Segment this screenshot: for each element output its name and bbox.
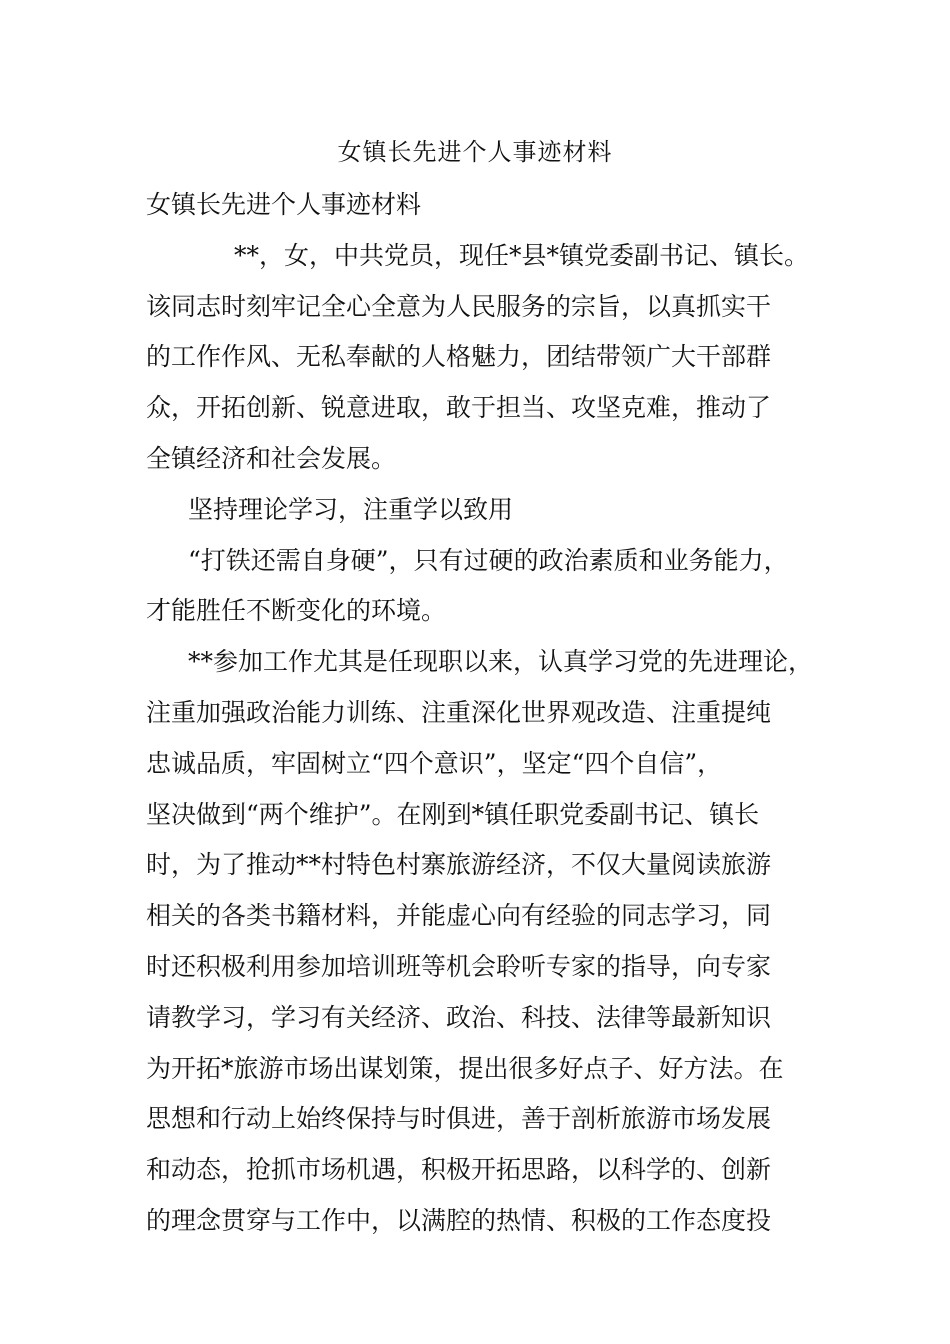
paragraph-line: 相关的各类书籍材料，并能虚心向有经验的同志学习，同 <box>146 901 772 931</box>
paragraph-line: 该同志时刻牢记全心全意为人民服务的宗旨，以真抓实干 <box>146 291 772 321</box>
paragraph-line: **参加工作尤其是任现职以来，认真学习党的先进理论， <box>188 647 814 677</box>
paragraph-line: 的理念贯穿与工作中，以满腔的热情、积极的工作态度投 <box>146 1205 772 1235</box>
paragraph-line: 坚决做到“两个维护”。在刚到*镇任职党委副书记、镇长 <box>146 799 760 829</box>
paragraph-line: 为开拓*旅游市场出谋划策，提出很多好点子、好方法。在 <box>146 1053 784 1083</box>
paragraph-line: 全镇经济和社会发展。 <box>146 443 397 473</box>
paragraph-line: 和动态，抢抓市场机遇，积极开拓思路，以科学的、创新 <box>146 1155 772 1185</box>
body-heading: 女镇长先进个人事迹材料 <box>146 190 422 219</box>
paragraph-line: 忠诚品质，牢固树立“四个意识”，坚定“四个自信”， <box>146 748 723 778</box>
paragraph-line: 时还积极利用参加培训班等机会聆听专家的指导，向专家 <box>146 951 772 981</box>
paragraph-line: 思想和行动上始终保持与时俱进，善于剖析旅游市场发展 <box>146 1104 772 1134</box>
paragraph-line: 时，为了推动**村特色村寨旅游经济，不仅大量阅读旅游 <box>146 850 772 880</box>
paragraph-line: **，女，中共党员，现任*县*镇党委副书记、镇长。 <box>234 240 810 270</box>
paragraph-line: 的工作作风、无私奉献的人格魅力，团结带领广大干部群 <box>146 342 772 372</box>
section-heading: 坚持理论学习，注重学以致用 <box>188 494 514 524</box>
document-title: 女镇长先进个人事迹材料 <box>337 138 613 166</box>
paragraph-line: 请教学习，学习有关经济、政治、科技、法律等最新知识 <box>146 1002 772 1032</box>
paragraph-line: “打铁还需自身硬”，只有过硬的政治素质和业务能力， <box>188 545 789 575</box>
document-body <box>146 180 826 1247</box>
paragraph-line: 才能胜任不断变化的环境。 <box>146 596 447 626</box>
paragraph-line: 注重加强政治能力训练、注重深化世界观改造、注重提纯 <box>146 697 772 727</box>
paragraph-line: 众，开拓创新、锐意进取，敢于担当、攻坚克难，推动了 <box>146 393 772 423</box>
